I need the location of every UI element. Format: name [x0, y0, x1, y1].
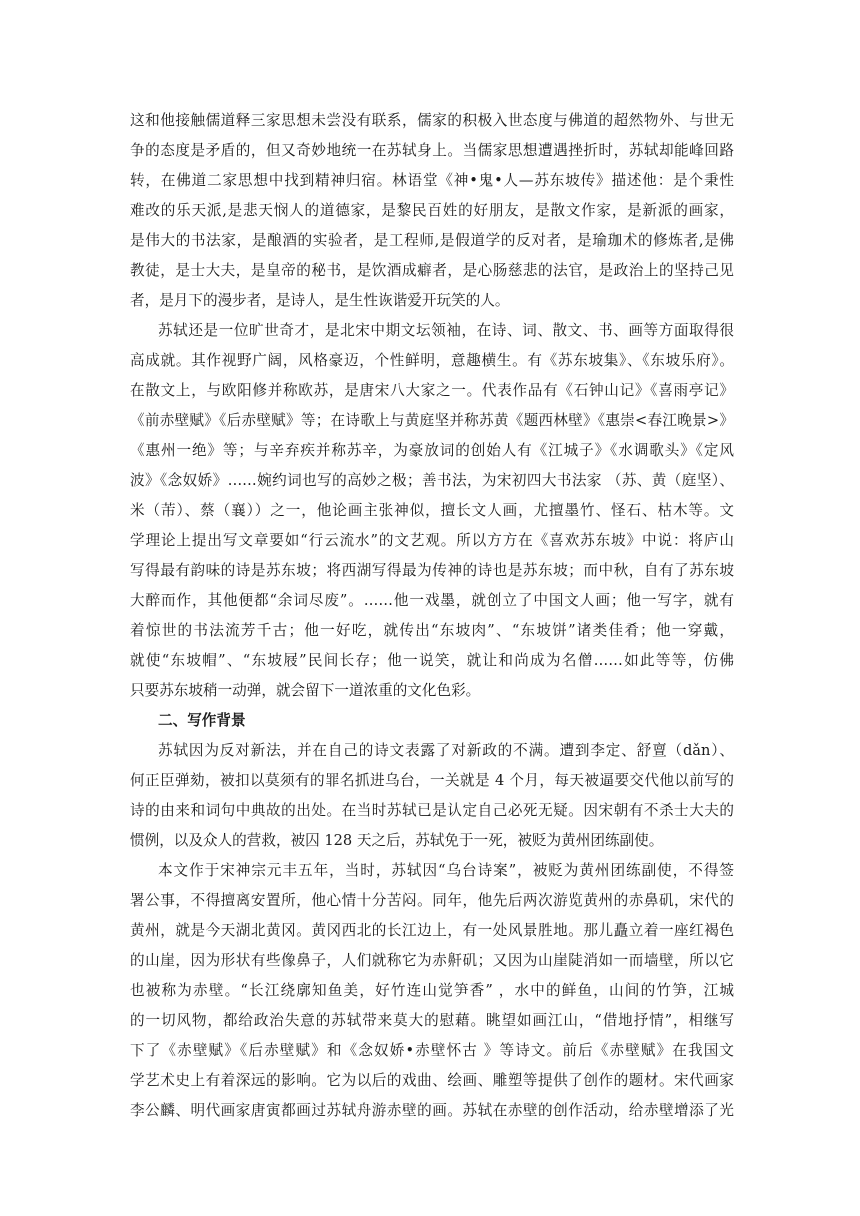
text-line: 争的态度是矛盾的，但又奇妙地统一在苏轼身上。当儒家思想遭遇挫折时，苏轼却能峰回路 [130, 142, 734, 159]
text-line: 米（芾）、蔡（襄））之一，他论画主张神似，擅长文人画，尤擅墨竹、怪石、枯木等。文 [130, 502, 734, 519]
text-line: 只要苏东坡稍一动弹，就会留下一道浓重的文化色彩。 [130, 682, 481, 699]
text-line: 教徒，是士大夫，是皇帝的秘书，是饮酒成癖者，是心肠慈悲的法官，是政治上的坚持己见 [130, 262, 734, 279]
text-line: 惯例，以及众人的营救，被囚 128 天之后，苏轼免于一死，被贬为黄州团练副使。 [130, 832, 664, 849]
text-line: 就使“东坡帽”、“东坡屐”民间长存；他一说笑，就让和尚成为名僧……如此等等，仿佛 [130, 652, 734, 669]
text-line: 诗的由来和词句中典故的出处。在当时苏轼已是认定自己必死无疑。因宋朝有不杀士大夫的 [130, 802, 734, 819]
text-line: 学艺术史上有着深远的影响。它为以后的戏曲、绘画、雕塑等提供了创作的题材。宋代画家 [130, 1072, 734, 1089]
text-line: 本文作于宋神宗元丰五年，当时，苏轼因“乌台诗案”，被贬为黄州团练副使，不得签 [158, 862, 734, 879]
text-line: 写得最有韵味的诗是苏东坡；将西湖写得最为传神的诗也是苏东坡；而中秋，自有了苏东坡 [130, 562, 734, 579]
text-line: 的一切风物，都给政治失意的苏轼带来莫大的慰藉。眺望如画江山，“借地抒情”，相继写 [130, 1012, 734, 1029]
text-line: 《前赤壁赋》《后赤壁赋》等；在诗歌上与黄庭坚并称苏黄《题西林壁》《惠崇<春江晚景>》 [130, 412, 734, 429]
text-line: 也被称为赤壁。“长江绕廓知鱼美，好竹连山觉笋香” ，水中的鲜鱼，山间的竹笋，江城 [130, 982, 734, 999]
text-line: 署公事，不得擅离安置所，他心情十分苦闷。同年，他先后两次游览黄州的赤鼻矶，宋代的 [130, 892, 734, 909]
text-line: 着惊世的书法流芳千古；他一好吃，就传出“东坡肉”、“东坡饼”诸类佳肴；他一穿戴， [130, 622, 734, 639]
text-line: 何正臣弹劾，被扣以莫须有的罪名抓进乌台，一关就是 4 个月，每天被逼要交代他以前写的 [130, 772, 734, 789]
text-line: 波》《念奴娇》……婉约词也写的高妙之极；善书法，为宋初四大书法家 （苏、黄（庭坚）、 [130, 472, 734, 489]
text-line: 在散文上，与欧阳修并称欧苏，是唐宋八大家之一。代表作品有《石钟山记》《喜雨亭记》 [130, 382, 734, 399]
text-line: 的山崖，因为形状有些像鼻子，人们就称它为赤鼾矶；又因为山崖陡消如一而墙壁，所以它 [130, 952, 734, 969]
text-line: 是伟大的书法家，是酿酒的实验者，是工程师,是假道学的反对者，是瑜珈术的修炼者,是佛 [130, 232, 734, 249]
text-line: 转，在佛道二家思想中找到精神归宿。林语堂《神•鬼•人—苏东坡传》描述他：是个秉性 [130, 172, 734, 189]
text-line: 苏轼因为反对新法，并在自己的诗文表露了对新政的不满。遭到李定、舒亶（dǎn）、 [158, 742, 734, 759]
text-line: 高成就。其作视野广阔，风格豪迈，个性鲜明，意趣横生。有《苏东坡集》、《东坡乐府》。 [130, 352, 734, 369]
text-line: 这和他接触儒道释三家思想未尝没有联系，儒家的积极入世态度与佛道的超然物外、与世无 [130, 112, 734, 129]
text-line: 学理论上提出写文章要如“行云流水”的文艺观。所以方方在《喜欢苏东坡》中说：将庐山 [130, 532, 734, 549]
text-line: 苏轼还是一位旷世奇才，是北宋中期文坛领袖，在诗、词、散文、书、画等方面取得很 [158, 322, 734, 339]
text-line: 黄州，就是今天湖北黄冈。黄冈西北的长江边上，有一处风景胜地。那儿矗立着一座红褐色 [130, 922, 734, 939]
text-line: 《惠州一绝》等；与辛弃疾并称苏辛，为豪放词的创始人有《江城子》《水调歌头》《定风 [130, 442, 734, 459]
text-line: 下了《赤壁赋》《后赤壁赋》和《念奴娇•赤壁怀古 》等诗文。前后《赤壁赋》在我国文 [130, 1042, 734, 1059]
section-heading: 二、写作背景 [158, 712, 246, 729]
text-line: 者，是月下的漫步者，是诗人，是生性诙谐爱开玩笑的人。 [130, 292, 510, 309]
text-line: 李公麟、明代画家唐寅都画过苏轼舟游赤壁的画。苏轼在赤壁的创作活动，给赤壁增添了光 [130, 1102, 734, 1119]
text-line: 大醉而作，其他便都“余词尽废”。……他一戏墨，就创立了中国文人画；他一写字，就有 [130, 592, 734, 609]
text-line: 难改的乐天派,是悲天悯人的道德家，是黎民百姓的好朋友，是散文作家，是新派的画家， [130, 202, 734, 219]
